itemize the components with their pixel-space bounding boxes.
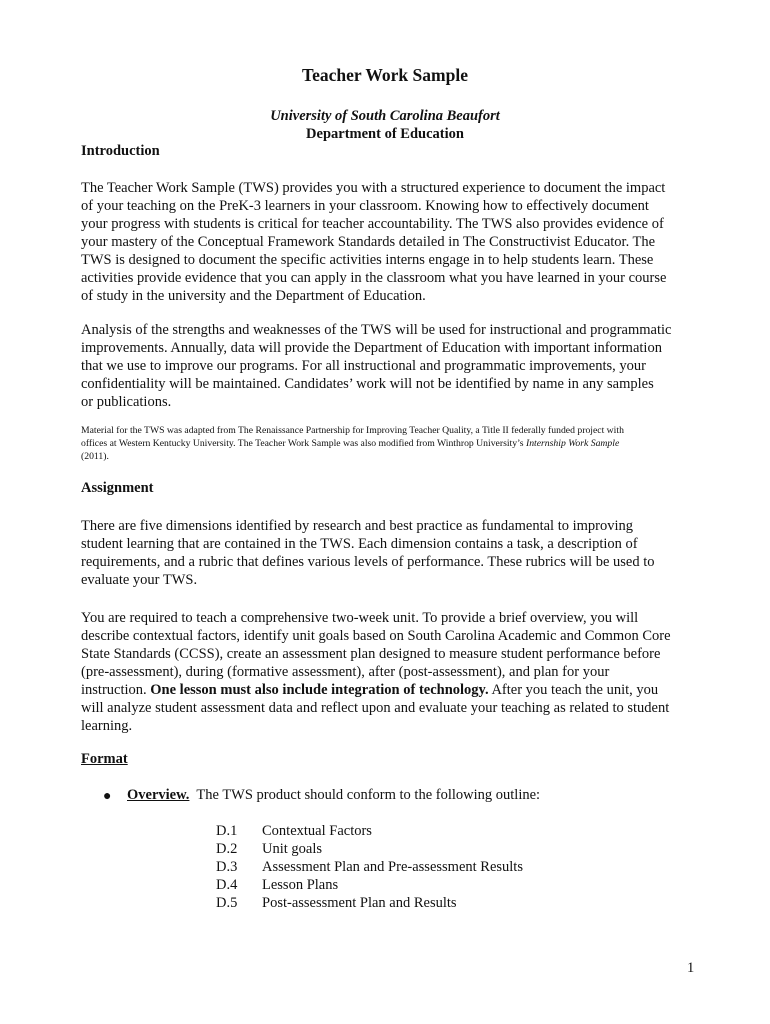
note-italic-title: Internship Work Sample xyxy=(525,438,620,449)
note-line: Material for the TWS was adapted from The Renaissance Partnership for Improving Teacher Quality, a Title II federally funded project with xyxy=(81,425,624,436)
text-line: activities provide evidence that you can apply in the classroom what you have learned in your course xyxy=(81,270,667,286)
overview-label: Overview. xyxy=(127,787,190,803)
department-name: Department of Education xyxy=(306,126,464,142)
text-line: your progress with students is critical for teacher accountability. The TWS also provides evidence of xyxy=(81,216,664,232)
text-line: There are five dimensions identified by research and best practice as fundamental to improving xyxy=(81,518,634,534)
note-text: offices at Western Kentucky University. The Teacher Work Sample was also modified from Winthrop University’s xyxy=(81,438,526,449)
assignment-heading: Assignment xyxy=(81,480,154,496)
assignment-paragraph-1 xyxy=(81,517,655,589)
introduction-heading: Introduction xyxy=(81,143,160,159)
overview-bullet xyxy=(127,787,540,804)
technology-requirement: One lesson must also include integration of technology. xyxy=(150,682,489,698)
outline-number: D.3 xyxy=(216,859,238,875)
format-heading: Format xyxy=(81,751,128,767)
outline-number: D.2 xyxy=(216,841,238,857)
text-line: student learning that are contained in the TWS. Each dimension contains a task, a description of xyxy=(81,536,638,552)
outline-item: Post-assessment Plan and Results xyxy=(262,895,457,911)
page-number: 1 xyxy=(687,960,695,976)
text-line: learning. xyxy=(81,718,133,734)
text-line: your mastery of the Conceptual Framework Standards detailed in The Constructivist Educator. The xyxy=(81,234,656,250)
text-line: TWS is designed to document the specific activities interns engage in to help students learn. These xyxy=(81,252,654,268)
introduction-paragraph-2 xyxy=(81,321,671,411)
text-segment: After you teach the unit, you xyxy=(488,682,659,698)
note-line xyxy=(81,437,624,450)
assignment-paragraph-2 xyxy=(81,609,671,735)
text-line: of study in the university and the Department of Education. xyxy=(81,288,426,304)
university-name: University of South Carolina Beaufort xyxy=(270,108,500,124)
text-line: Analysis of the strengths and weaknesses of the TWS will be used for instructional and programmatic xyxy=(81,322,672,338)
outline-number: D.4 xyxy=(216,877,238,893)
outline-number: D.1 xyxy=(216,823,238,839)
text-line xyxy=(81,681,671,699)
text-line: describe contextual factors, identify unit goals based on South Carolina Academic and Common Core xyxy=(81,628,671,644)
document-title: Teacher Work Sample xyxy=(302,65,468,85)
text-line: The Teacher Work Sample (TWS) provides you with a structured experience to document the impact xyxy=(81,180,666,196)
text-line: requirements, and a rubric that defines various levels of performance. These rubrics will be used to xyxy=(81,554,655,570)
text-line: You are required to teach a comprehensive two-week unit. To provide a brief overview, you will xyxy=(81,610,639,626)
text-line: confidentiality will be maintained. Candidates’ work will not be identified by name in any samples xyxy=(81,376,654,392)
text-segment: instruction. xyxy=(81,682,151,698)
introduction-paragraph-1 xyxy=(81,179,666,305)
text-line: of your teaching on the PreK-3 learners in your classroom. Knowing how to effectively document xyxy=(81,198,649,214)
text-line: State Standards (CCSS), create an assessment plan designed to measure student performance before xyxy=(81,646,661,662)
outline-item: Unit goals xyxy=(262,841,323,857)
attribution-note xyxy=(81,424,624,463)
text-line: or publications. xyxy=(81,394,172,410)
outline-number: D.5 xyxy=(216,895,238,911)
text-line: evaluate your TWS. xyxy=(81,572,198,588)
outline-item: Lesson Plans xyxy=(262,877,339,893)
text-line: (pre-assessment), during (formative assessment), after (post-assessment), and plan for your xyxy=(81,664,610,680)
text-line: that we use to improve our programs. For all instructional and programmatic improvements, your xyxy=(81,358,646,374)
bullet-icon: ● xyxy=(103,789,112,804)
outline-item: Assessment Plan and Pre-assessment Results xyxy=(262,859,523,875)
text-line: will analyze student assessment data and reflect upon and evaluate your teaching as related to student xyxy=(81,700,670,716)
text-line: improvements. Annually, data will provide the Department of Education with important information xyxy=(81,340,662,356)
overview-text: The TWS product should conform to the following outline: xyxy=(189,787,541,803)
outline-item: Contextual Factors xyxy=(262,823,372,839)
note-line: (2011). xyxy=(81,451,109,462)
